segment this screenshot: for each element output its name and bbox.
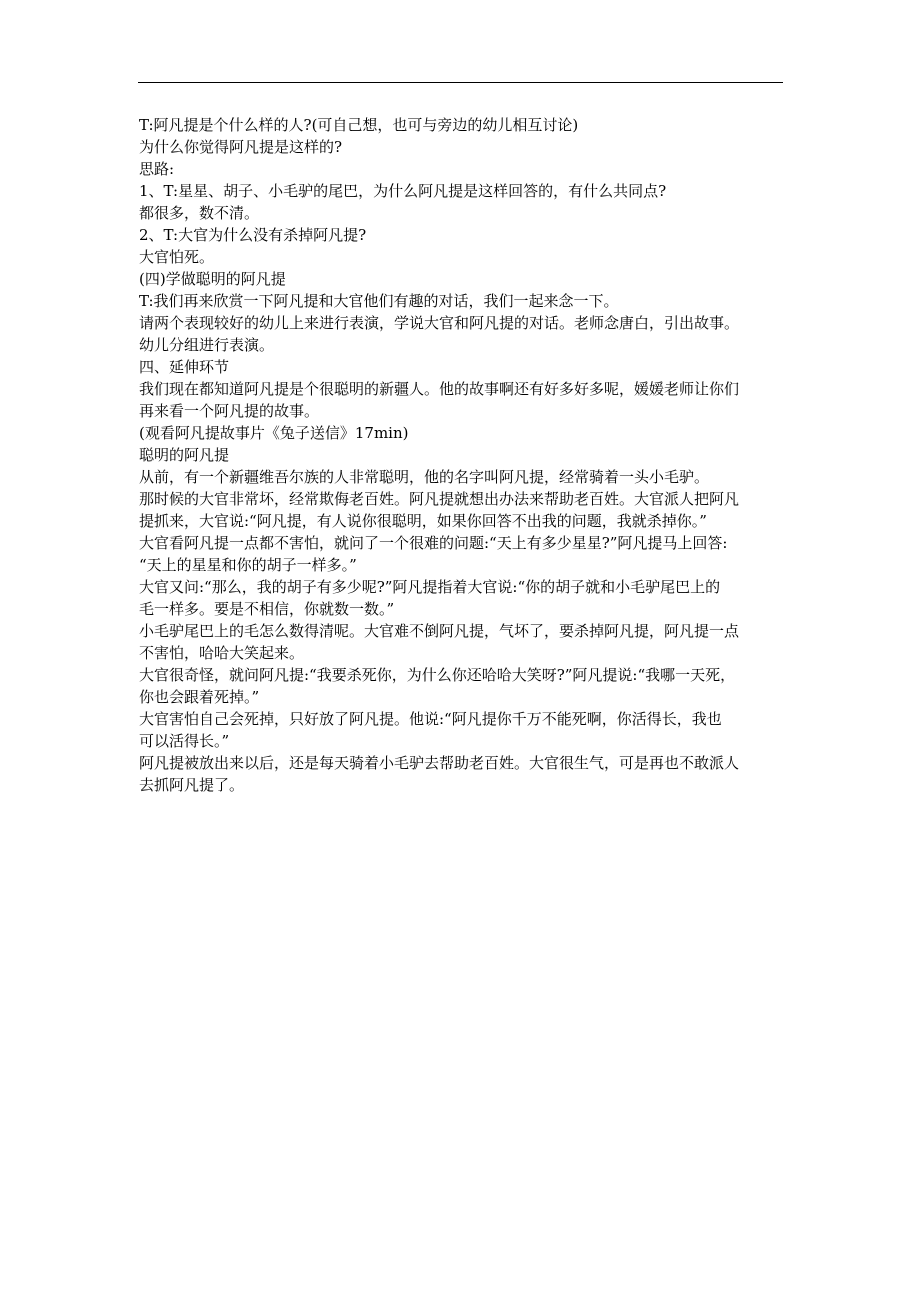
header-rule [138, 82, 783, 83]
text-line: 大官看阿凡提一点都不害怕，就问了一个很难的问题:“天上有多少星星?”阿凡提马上回答: [139, 534, 728, 552]
text-line: 可以活得长。” [139, 732, 230, 750]
text-line: 去抓阿凡提了。 [139, 776, 245, 794]
text-line: 幼儿分组进行表演。 [139, 336, 275, 354]
text-line: 为什么你觉得阿凡提是这样的? [139, 138, 343, 156]
text-line: 毛一样多。要是不相信，你就数一数。” [139, 600, 395, 618]
text-line: 大官很奇怪，就问阿凡提:“我要杀死你，为什么你还哈哈大笑呀?”阿凡提说:“我哪一天死， [139, 666, 736, 684]
text-line: 2、T:大官为什么没有杀掉阿凡提? [139, 226, 367, 244]
text-line: 再来看一个阿凡提的故事。 [139, 402, 320, 420]
text-line: T:阿凡提是个什么样的人?(可自己想，也可与旁边的幼儿相互讨论) [139, 116, 579, 134]
text-line: 大官怕死。 [139, 248, 215, 266]
text-line: 都很多，数不清。 [139, 204, 260, 222]
document-body [139, 114, 789, 796]
text-line: 请两个表现较好的幼儿上来进行表演，学说大官和阿凡提的对话。老师念唐白，引出故事。 [139, 314, 740, 332]
text-line: 大官又问:“那么，我的胡子有多少呢?”阿凡提指着大官说:“你的胡子就和小毛驴尾巴上的 [139, 578, 721, 596]
text-line: 思路: [139, 160, 175, 178]
text-line: 从前，有一个新疆维吾尔族的人非常聪明，他的名字叫阿凡提，经常骑着一头小毛驴。 [139, 468, 710, 486]
text-line: 阿凡提被放出来以后，还是每天骑着小毛驴去帮助老百姓。大官很生气，可是再也不敢派人 [139, 754, 740, 772]
text-line: 我们现在都知道阿凡提是个很聪明的新疆人。他的故事啊还有好多好多呢，媛媛老师让你们 [139, 380, 740, 398]
section-heading: 四、延伸环节 [139, 358, 230, 376]
text-line: 小毛驴尾巴上的毛怎么数得清呢。大官难不倒阿凡提，气坏了，要杀掉阿凡提，阿凡提一点 [139, 622, 740, 640]
text-line: “天上的星星和你的胡子一样多。” [139, 556, 357, 574]
text-line: 提抓来，大官说:“阿凡提，有人说你很聪明，如果你回答不出我的问题，我就杀掉你。” [139, 512, 707, 530]
text-line: (观看阿凡提故事片《兔子送信》17min) [139, 424, 409, 442]
text-line: 那时候的大官非常坏，经常欺侮老百姓。阿凡提就想出办法来帮助老百姓。大官派人把阿凡 [139, 490, 740, 508]
story-title: 聪明的阿凡提 [139, 446, 230, 464]
section-heading: (四)学做聪明的阿凡提 [139, 270, 286, 288]
text-line: 1、T:星星、胡子、小毛驴的尾巴，为什么阿凡提是这样回答的，有什么共同点? [139, 182, 667, 200]
text-line: 你也会跟着死掉。” [139, 688, 260, 706]
text-line: 大官害怕自己会死掉，只好放了阿凡提。他说:“阿凡提你千万不能死啊，你活得长，我也 [139, 710, 722, 728]
text-line: 不害怕，哈哈大笑起来。 [139, 644, 305, 662]
text-line: T:我们再来欣赏一下阿凡提和大官他们有趣的对话，我们一起来念一下。 [139, 292, 619, 310]
